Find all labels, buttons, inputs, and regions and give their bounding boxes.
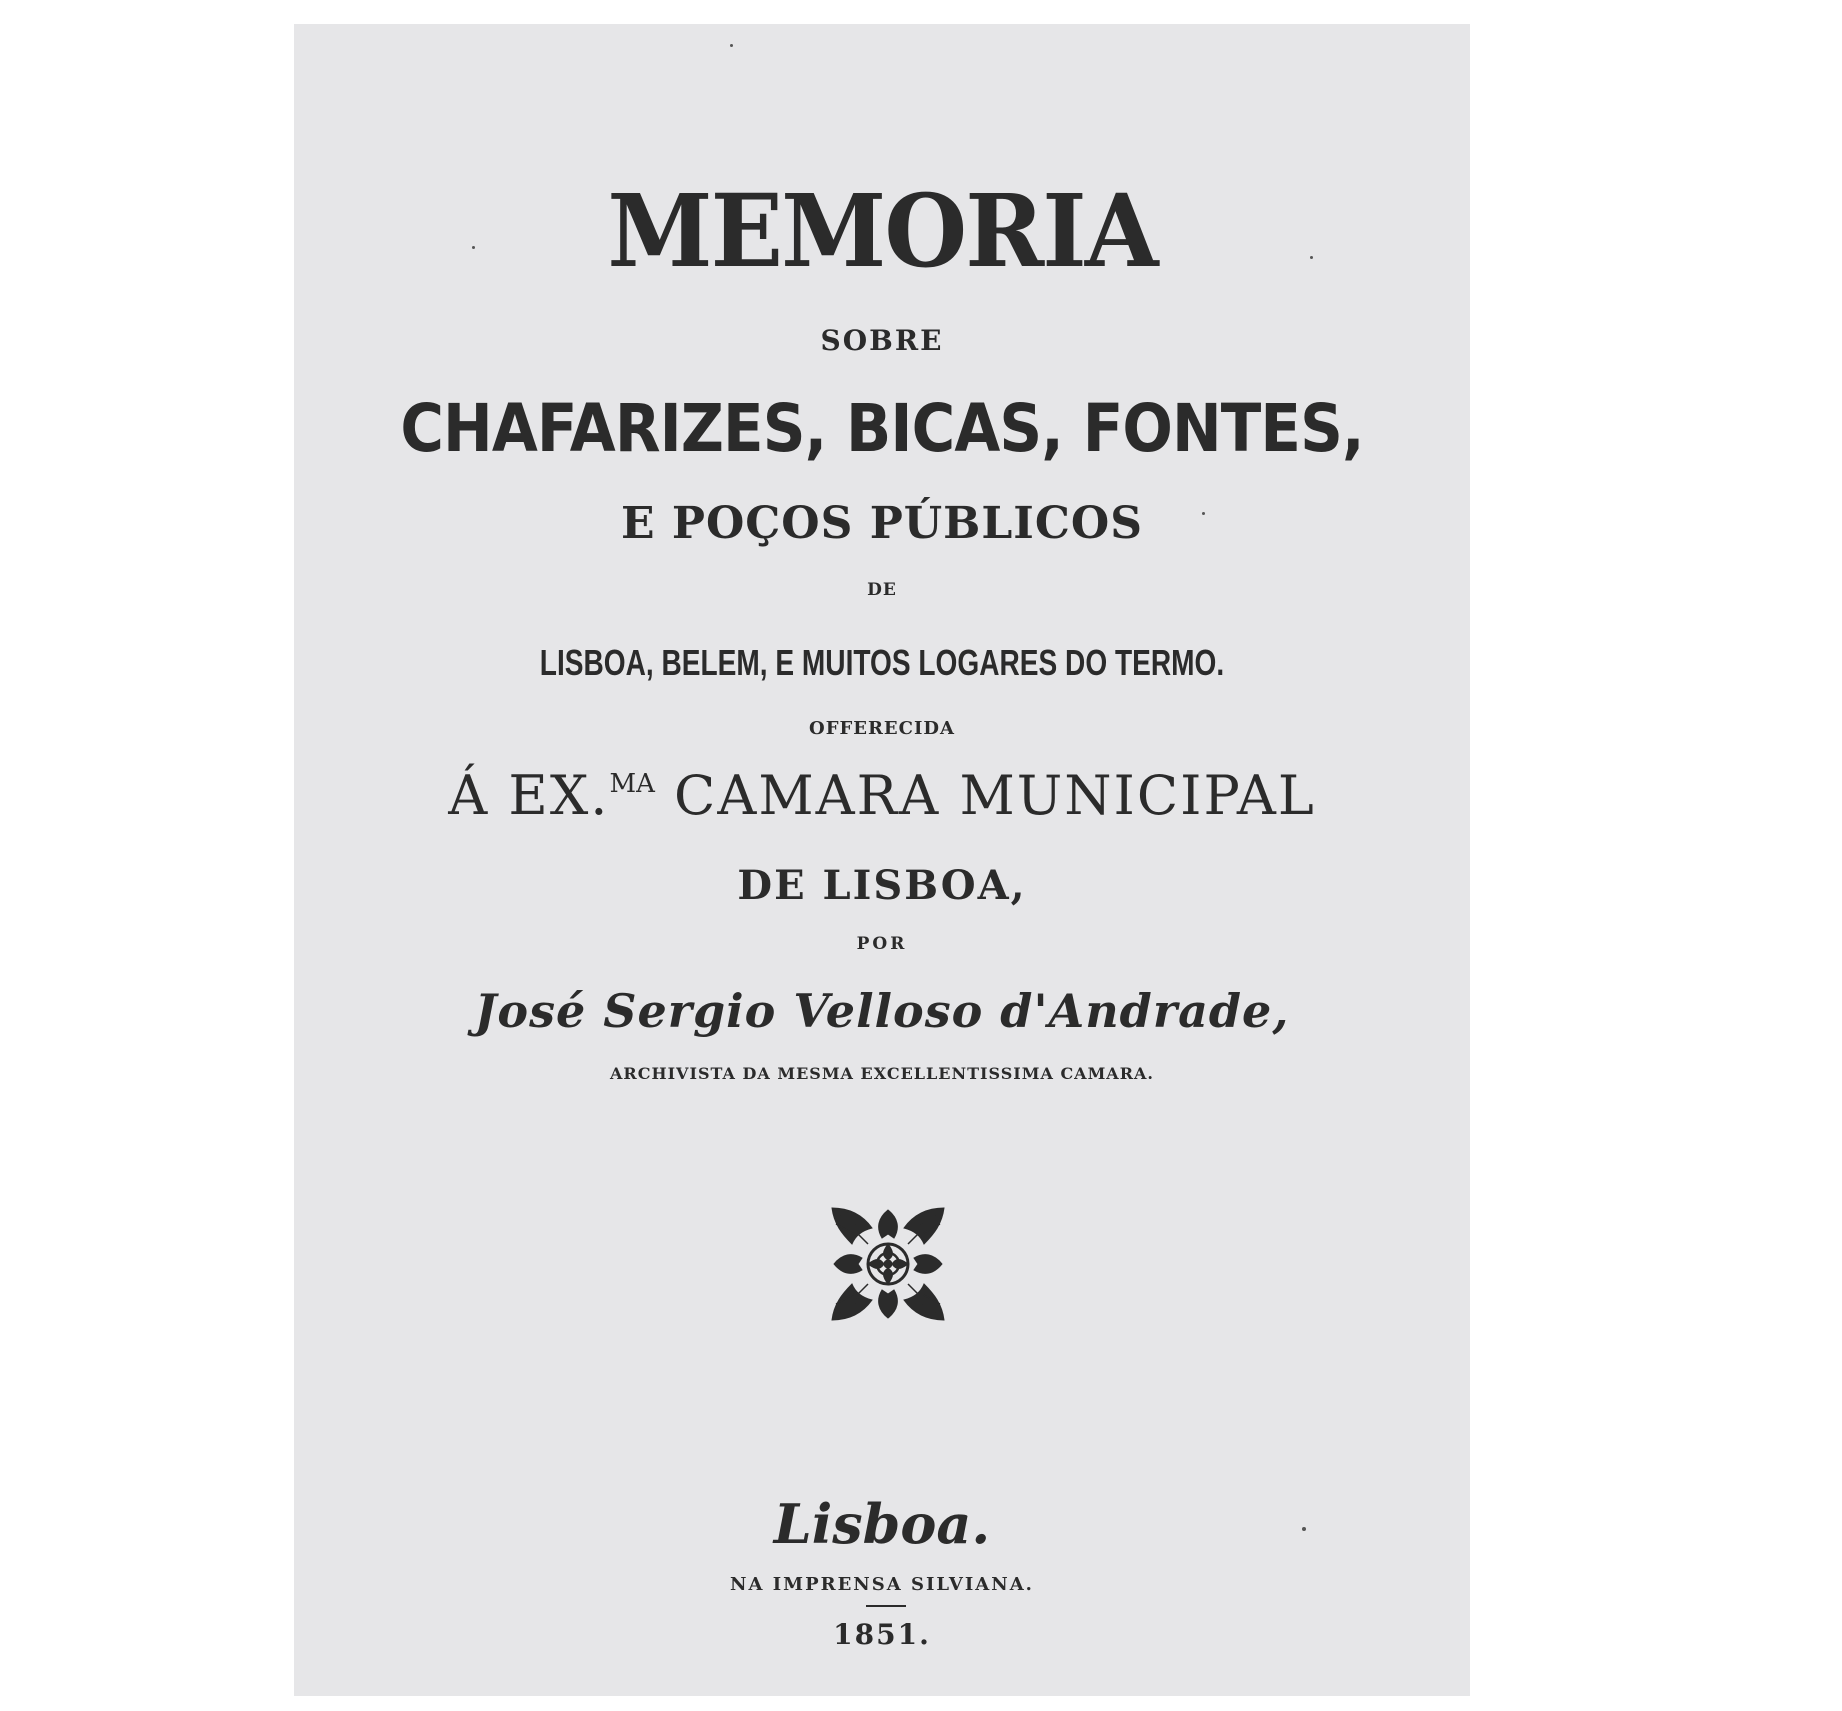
author-name: José Sergio Velloso d'Andrade, — [474, 984, 1290, 1038]
dedication-line-2: DE LISBOA, — [737, 862, 1027, 909]
imprint-divider — [866, 1605, 906, 1607]
paper-speck — [1302, 1527, 1306, 1531]
imprint-press: NA IMPRENSA SILVIANA. — [730, 1574, 1034, 1595]
dedication-line — [294, 764, 1470, 827]
subtitle-sobre: SOBRE — [820, 324, 944, 357]
title-page — [294, 24, 1470, 1696]
page-title: MEMORIA — [607, 172, 1157, 290]
por-line: POR — [856, 934, 908, 954]
dedication-superscript: MA — [609, 769, 655, 799]
subtitle-de: DE — [867, 580, 897, 600]
floral-ornament-icon — [828, 1204, 948, 1324]
dedication-prefix: Á EX. — [448, 764, 610, 827]
places-line: LISBOA, BELEM, E MUITOS LOGARES DO TERMO. — [539, 642, 1225, 683]
subject-line-2: E POÇOS PÚBLICOS — [621, 498, 1143, 549]
dedication-suffix: CAMARA MUNICIPAL — [654, 764, 1316, 827]
subject-line-1: CHAFARIZES, BICAS, FONTES, — [400, 390, 1364, 467]
imprint-year: 1851. — [833, 1618, 931, 1651]
paper-speck — [472, 246, 475, 249]
paper-speck — [1310, 256, 1313, 259]
imprint-place: Lisboa. — [773, 1492, 991, 1556]
paper-speck — [1202, 512, 1205, 515]
offerecida-line: OFFERECIDA — [809, 718, 955, 739]
author-role: ARCHIVISTA DA MESMA EXCELLENTISSIMA CAMARA. — [610, 1064, 1154, 1083]
paper-speck — [730, 44, 733, 47]
